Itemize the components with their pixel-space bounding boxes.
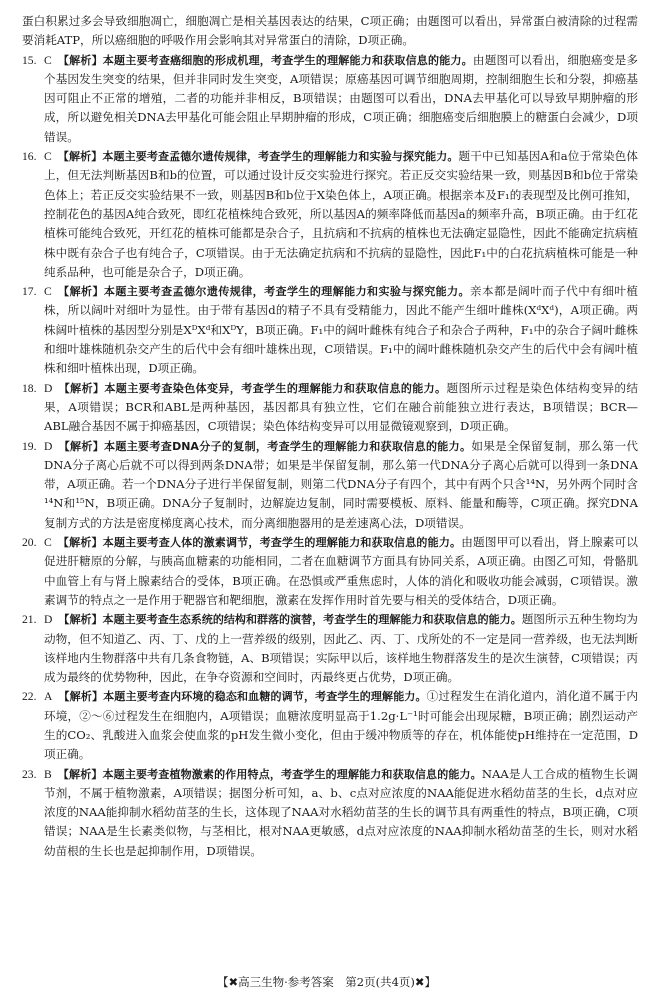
answer-item (22, 379, 638, 437)
footer-right-icon: ✖ (414, 975, 425, 989)
question-number: 22. (22, 690, 37, 704)
question-number: 15. (22, 53, 37, 67)
answer-item (22, 533, 638, 610)
analysis-body: ①过程发生在消化道内，消化道不属于内环境，②～⑥过程发生在细胞内，A项错误；血糖浓度明显高于1.2g·L⁻¹时可能会出现尿糖，B项正确；剧烈运动产生的CO₂、乳酸进入血浆会使血浆的pH发生微小变化，但由于缓冲物质等的存在，机体能使pH维持在一定范围，D项正确。 (44, 689, 638, 762)
analysis-body: 亲本都是阔叶而子代中有细叶植株，所以阔叶对细叶为显性。由于带有基因d的精子不具有受精能力，因此不能产生细叶雌株(XᵈXᵈ)，A项正确。两株阔叶植株的基因型分别是XᴰXᵈ和XᴰY，B项正确。F₁中的阔叶雌株有纯合子和杂合子两种，F₁中的杂合子阔叶雌株和细叶雄株随机杂交产生的后代中会有细叶雄株出现，C项错误。F₁中的阔叶雌株随机杂交产生的后代中会有阔叶植株和细叶植株出现，D项正确。 (44, 284, 638, 376)
page-footer (0, 974, 653, 990)
intro-paragraph: 蛋白积累过多会导致细胞凋亡，细胞凋亡是相关基因表达的结果，C项正确；由题图可以看出，异常蛋白被清除的过程需要消耗ATP，所以癌细胞的呼吸作用会影响其对异常蛋白的清除，D项正确。 (22, 14, 638, 48)
question-number: 17. (22, 285, 37, 299)
answer-item (22, 282, 638, 378)
analysis-heading: 【解析】本题主要考查植物激素的作用特点，考查学生的理解能力和获取信息的能力。 (57, 767, 482, 781)
answer-choice: D (44, 613, 53, 627)
analysis-body: NAA是人工合成的植物生长调节剂，不属于植物激素，A项错误；据图分析可知，a、b、c点对应浓度的NAA能促进水稻幼苗茎的生长，d点对应浓度的NAA能抑制水稻幼苗茎的生长，这体现了NAA对水稻幼苗茎的生长的调节具有两重性的特点，B项正确，C项错误；NAA是生长素类似物，与茎相比，根对NAA更敏感，d点对应浓度的NAA抑制水稻幼苗茎的生长，则对水稻幼苗根的生长也是起抑制作用，D项错误。 (44, 766, 638, 858)
analysis-body: 由题图甲可以看出，肾上腺素可以促进肝糖原的分解，与胰高血糖素的功能相同，二者在血糖调节方面具有协同关系，A项正确。由图乙可知，骨骼肌中血管上有与肾上腺素结合的受体，B项正确。在恐惧或严重焦虑时，人体的消化和吸收功能会减弱，C项错误。激素调节的特点之一是作用于靶器官和靶细胞，激素在发挥作用时首先要与相关的受体结合，D项正确。 (44, 535, 638, 607)
analysis-heading: 【解析】本题主要考查孟德尔遗传规律，考查学生的理解能力和实验与探究能力。 (57, 285, 470, 299)
answer-choice: C (44, 150, 52, 164)
analysis-body: 题干中已知基因A和a位于常染色体上，但无法判断基因B和b的位置，可以通过设计反交实验进行探究。若正反交实验结果一致，则基因B和b位于常染色体上；若正反交实验结果不一致，则基因B和b位于X染色体上，A项正确。根据亲本及F₁的表现型及比例可推知，控制花色的基因A纯合致死，即红花植株纯合致死，所以基因A的频率降低而基因a的频率升高，B项正确。由于红花植株可能纯合致死，开红花的植株可能都是杂合子，且抗病和不抗病的植株也无法确定显隐性，因此不能确定抗病植株中既有杂合子也有纯合子，C项错误。由于无法确定抗病和不抗病的显隐性，因此F₁中的白花抗病植株可能是一种纯系品种，也可能是杂合子，D项正确。 (44, 149, 638, 279)
analysis-heading: 【解析】本题主要考查内环境的稳态和血糖的调节，考查学生的理解能力。 (58, 690, 427, 704)
answer-choice: C (44, 285, 52, 299)
analysis-heading: 【解析】本题主要考查癌细胞的形成机理，考查学生的理解能力和获取信息的能力。 (57, 53, 473, 67)
answer-choice: A (44, 690, 53, 704)
question-number: 19. (22, 439, 37, 453)
analysis-heading: 【解析】本题主要考查人体的激素调节，考查学生的理解能力和获取信息的能力。 (57, 536, 462, 550)
footer-left-bracket: 【 (216, 975, 229, 989)
answer-item (22, 765, 638, 861)
analysis-body: 如果是全保留复制，那么第一代DNA分子离心后就不可以得到两条DNA带；如果是半保留复制，那么第一代DNA分子离心后就可以得到一条DNA带，A项正确。若一个DNA分子进行半保留复制，则第二代DNA分子有四个，其中有两个只含¹⁴N，另外两个同时含¹⁴N和¹⁵N，B项正确。DNA分子复制时，边解旋边复制，同时需要模板、原料、能量和酶等，C项正确。探究DNA复制方式的方法是密度梯度离心技术，而分离细胞器用的是差速离心法，D项错误。 (44, 438, 638, 530)
question-number: 16. (22, 150, 37, 164)
analysis-heading: 【解析】本题主要考查染色体变异，考查学生的理解能力和获取信息的能力。 (58, 381, 447, 395)
analysis-body: 题图所示五种生物均为动物，但不知道乙、丙、丁、戊的上一营养级的级别，因此乙、丙、丁、戊所处的不一定是同一营养级，也无法判断该样地内生物群落中共有几条食物链，A、B项错误；实际甲以后，该样地生物群落发生的是次生演替，C项错误；丙成为最终的优势物种，因此，在争夺资源和空间时，丙最终更占优势，D项正确。 (44, 612, 638, 685)
question-number: 18. (22, 381, 37, 395)
analysis-heading: 【解析】本题主要考查生态系统的结构和群落的演替，考查学生的理解能力和获取信息的能力。 (58, 613, 522, 627)
analysis-heading: 【解析】本题主要考查DNA分子的复制，考查学生的理解能力和获取信息的能力。 (58, 439, 472, 453)
answer-choice: D (44, 439, 53, 453)
answer-list (22, 51, 638, 861)
answer-item (22, 437, 638, 533)
question-number: 21. (22, 613, 37, 627)
footer-right-bracket: 】 (424, 975, 437, 989)
footer-left-icon: ✖ (228, 975, 239, 989)
answer-item (22, 687, 638, 764)
analysis-body: 由题图可以看出，细胞癌变是多个基因发生突变的结果，但并非同时发生突变，A项错误；原癌基因可调节细胞周期，控制细胞生长和分裂，抑癌基因可阻止不正常的增殖，二者的功能并非相反，B项错误；由题图可以看出，DNA去甲基化可以导致早期肿瘤的形成，所以避免相关DNA去甲基化可能会阻止早期肿瘤的形成，C项正确；细胞癌变后细胞膜上的糖蛋白会减少，D项错误。 (44, 52, 638, 144)
analysis-body: 题图所示过程是染色体结构变异的结果，A项错误；BCR和ABL是两种基因，基因都具有独立性，它们在融合前能独立进行表达，B项错误；BCR—ABL融合基因不属于抑癌基因，C项错误；染色体结构变异可以用显微镜观察到，D项正确。 (44, 380, 638, 434)
analysis-heading: 【解析】本题主要考查孟德尔遗传规律，考查学生的理解能力和实验与探究能力。 (57, 150, 459, 164)
answer-item (22, 147, 638, 282)
answer-choice: C (44, 536, 52, 550)
answer-item (22, 610, 638, 687)
question-number: 20. (22, 536, 37, 550)
answer-choice: C (44, 53, 52, 67)
footer-text: 高三生物·参考答案 第2页(共4页) (238, 975, 415, 989)
answer-choice: B (44, 767, 52, 781)
answer-item (22, 51, 638, 147)
answer-choice: D (44, 381, 53, 395)
answer-page (22, 12, 638, 861)
question-number: 23. (22, 767, 37, 781)
